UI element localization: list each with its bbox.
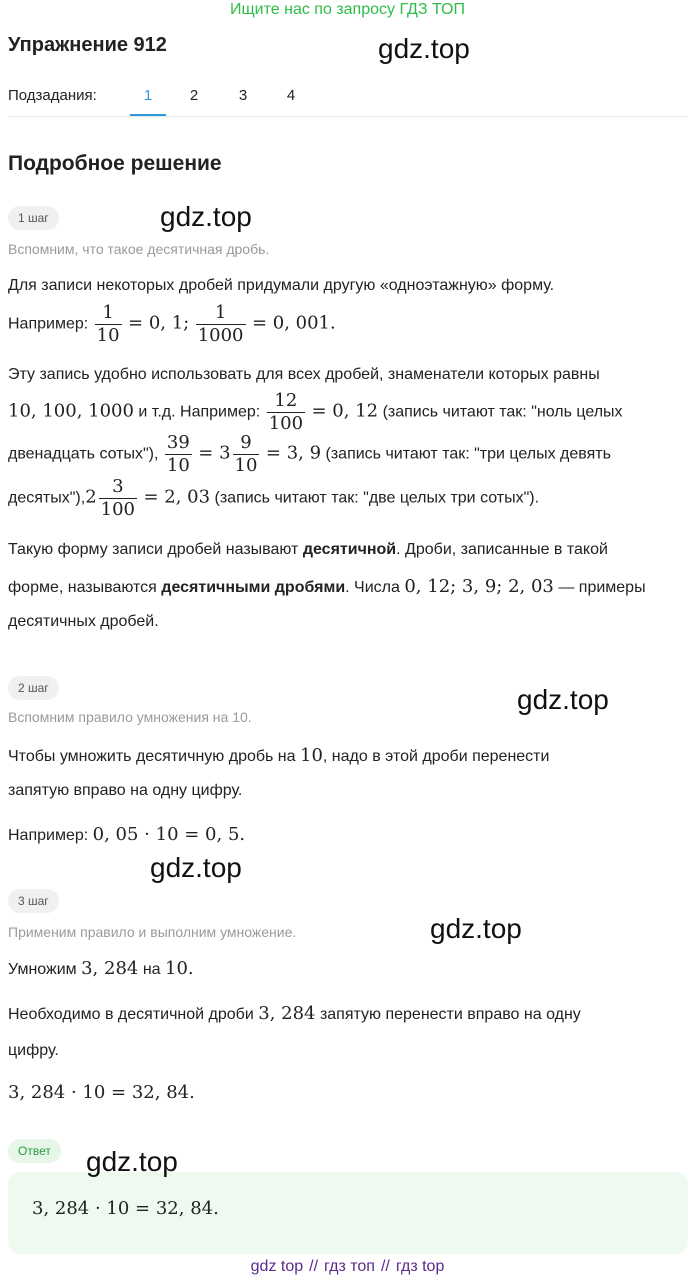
fraction <box>196 302 246 347</box>
denominator: 100 <box>100 499 135 520</box>
separator: // <box>380 1258 390 1275</box>
text: Такую форму записи дробей называют <box>8 541 299 558</box>
math: 0, 12; 3, 9; 2, 03 <box>404 576 554 597</box>
step-3-hint: Применим правило и выполним умножение. <box>8 924 297 940</box>
math: 0, 05 · 10 = 0, 5. <box>92 824 246 845</box>
step-2-hint <box>8 709 252 725</box>
text: Умножим <box>8 961 77 978</box>
footer-link-gdz-top-mixed[interactable]: гдз top <box>395 1258 445 1275</box>
subtasks-nav <box>8 86 688 117</box>
denominator: 10 <box>234 455 258 476</box>
text: Необходимо в десятичной дроби <box>8 1006 254 1023</box>
numerator: 39 <box>166 432 190 453</box>
text: . Дроби, записанные в такой <box>396 541 608 558</box>
fraction <box>233 432 260 477</box>
denominator: 100 <box>268 413 304 434</box>
footer-link-gdz-top[interactable]: gdz top <box>250 1258 304 1275</box>
text: (запись читают так: "ноль целых <box>382 403 623 421</box>
step-1-line-8 <box>8 576 646 597</box>
text: форме, называются <box>8 579 157 596</box>
answer-value: 3, 284 · 10 = 32, 84. <box>32 1198 219 1219</box>
fraction <box>165 432 192 477</box>
math: = 3, 9 <box>265 442 322 464</box>
math: = 0, 001. <box>251 312 336 334</box>
numerator: 9 <box>233 432 260 455</box>
step-1-hint: Вспомним, что такое десятичная дробь. <box>8 241 270 257</box>
step-3-line-2 <box>8 1003 581 1024</box>
step-1-line-6 <box>8 476 539 521</box>
text: (запись читают так: "две целых три сотых"). <box>214 489 540 507</box>
denominator: 1000 <box>197 325 244 346</box>
separator: // <box>309 1258 319 1275</box>
footer-links <box>0 1258 695 1276</box>
text: и т.д. Например: <box>138 403 261 421</box>
step-1-line-4 <box>8 390 623 435</box>
step-1-line-9: десятичных дробей. <box>8 613 159 630</box>
text: Например: <box>8 827 89 844</box>
bold-term: десятичными дробями <box>161 579 346 596</box>
math: 3, 284 <box>81 958 139 979</box>
math: 2 <box>85 486 97 508</box>
step-2-line-2: запятую вправо на одну цифру. <box>8 782 243 799</box>
numerator: 1 <box>196 302 246 325</box>
footer-link-gdz-top-ru[interactable]: гдз топ <box>324 1258 375 1275</box>
step-1-line-3: Эту запись удобно использовать для всех дробей, знаменатели которых равны <box>8 366 600 383</box>
step-3-badge: 3 шаг <box>8 889 59 913</box>
fraction <box>99 476 137 521</box>
step-1-line-5 <box>8 432 611 477</box>
bold-term: десятичной <box>302 541 397 558</box>
watermark: gdz.top <box>378 33 470 64</box>
step-2-line-1 <box>8 745 549 766</box>
text: запятую перенести вправо на одну <box>319 1006 581 1023</box>
text: Например: <box>8 315 89 333</box>
step-1-line-1: Для записи некоторых дробей придумали другую «одноэтажную» форму. <box>8 277 555 294</box>
text: Вспомним правило умножения на <box>8 709 229 725</box>
subtasks-label: Подзадания: <box>8 87 97 104</box>
denominator: 10 <box>166 455 190 476</box>
watermark: gdz.top <box>517 684 609 715</box>
math: 10. <box>165 958 194 979</box>
step-1-line-7 <box>8 541 608 559</box>
tab-subtask-3[interactable]: 3 <box>238 87 248 104</box>
answer-badge: Ответ <box>8 1139 61 1163</box>
step-2-badge: 2 шаг <box>8 676 59 700</box>
step-3-result: 3, 284 · 10 = 32, 84. <box>8 1082 195 1103</box>
page-title: Упражнение 912 <box>8 34 167 56</box>
step-3-line-3: цифру. <box>8 1042 59 1059</box>
step-1-badge: 1 шаг <box>8 206 59 230</box>
tab-subtask-2[interactable]: 2 <box>189 87 199 104</box>
text: десятых"), <box>8 489 86 507</box>
numerator: 3 <box>99 476 137 499</box>
fraction <box>95 302 122 347</box>
step-1-example-1 <box>8 302 336 347</box>
solution-heading: Подробное решение <box>8 152 222 175</box>
math: 10 <box>300 745 323 766</box>
step-2-example <box>8 824 245 845</box>
math: = 0, 12 <box>311 400 379 422</box>
math: = 2, 03 <box>143 486 211 508</box>
math: 3, 284 <box>258 1003 316 1024</box>
math: 10. <box>232 709 252 725</box>
text: на <box>142 961 161 978</box>
text: Чтобы умножить десятичную дробь на <box>8 748 296 765</box>
tab-subtask-1[interactable]: 1 <box>130 87 166 116</box>
denominator: 10 <box>96 325 120 346</box>
watermark: gdz.top <box>160 201 252 232</box>
text: двенадцать сотых"), <box>8 445 159 463</box>
text: . Числа <box>345 579 400 596</box>
math: 10, 100, 1000 <box>8 400 134 422</box>
numerator: 1 <box>95 302 122 325</box>
numerator: 12 <box>267 390 305 413</box>
watermark: gdz.top <box>86 1146 178 1177</box>
watermark: gdz.top <box>430 913 522 944</box>
text: — примеры <box>558 579 646 596</box>
watermark: gdz.top <box>150 852 242 883</box>
fraction <box>267 390 305 435</box>
text: (запись читают так: "три целых девять <box>325 445 611 463</box>
math: = 0, 1; <box>128 312 190 334</box>
tab-subtask-4[interactable]: 4 <box>286 87 296 104</box>
step-3-line-1 <box>8 958 194 979</box>
text: , надо в этой дроби перенести <box>322 748 550 765</box>
search-banner: Ищите нас по запросу ГДЗ ТОП <box>230 1 465 18</box>
math: = 3 <box>198 442 231 464</box>
